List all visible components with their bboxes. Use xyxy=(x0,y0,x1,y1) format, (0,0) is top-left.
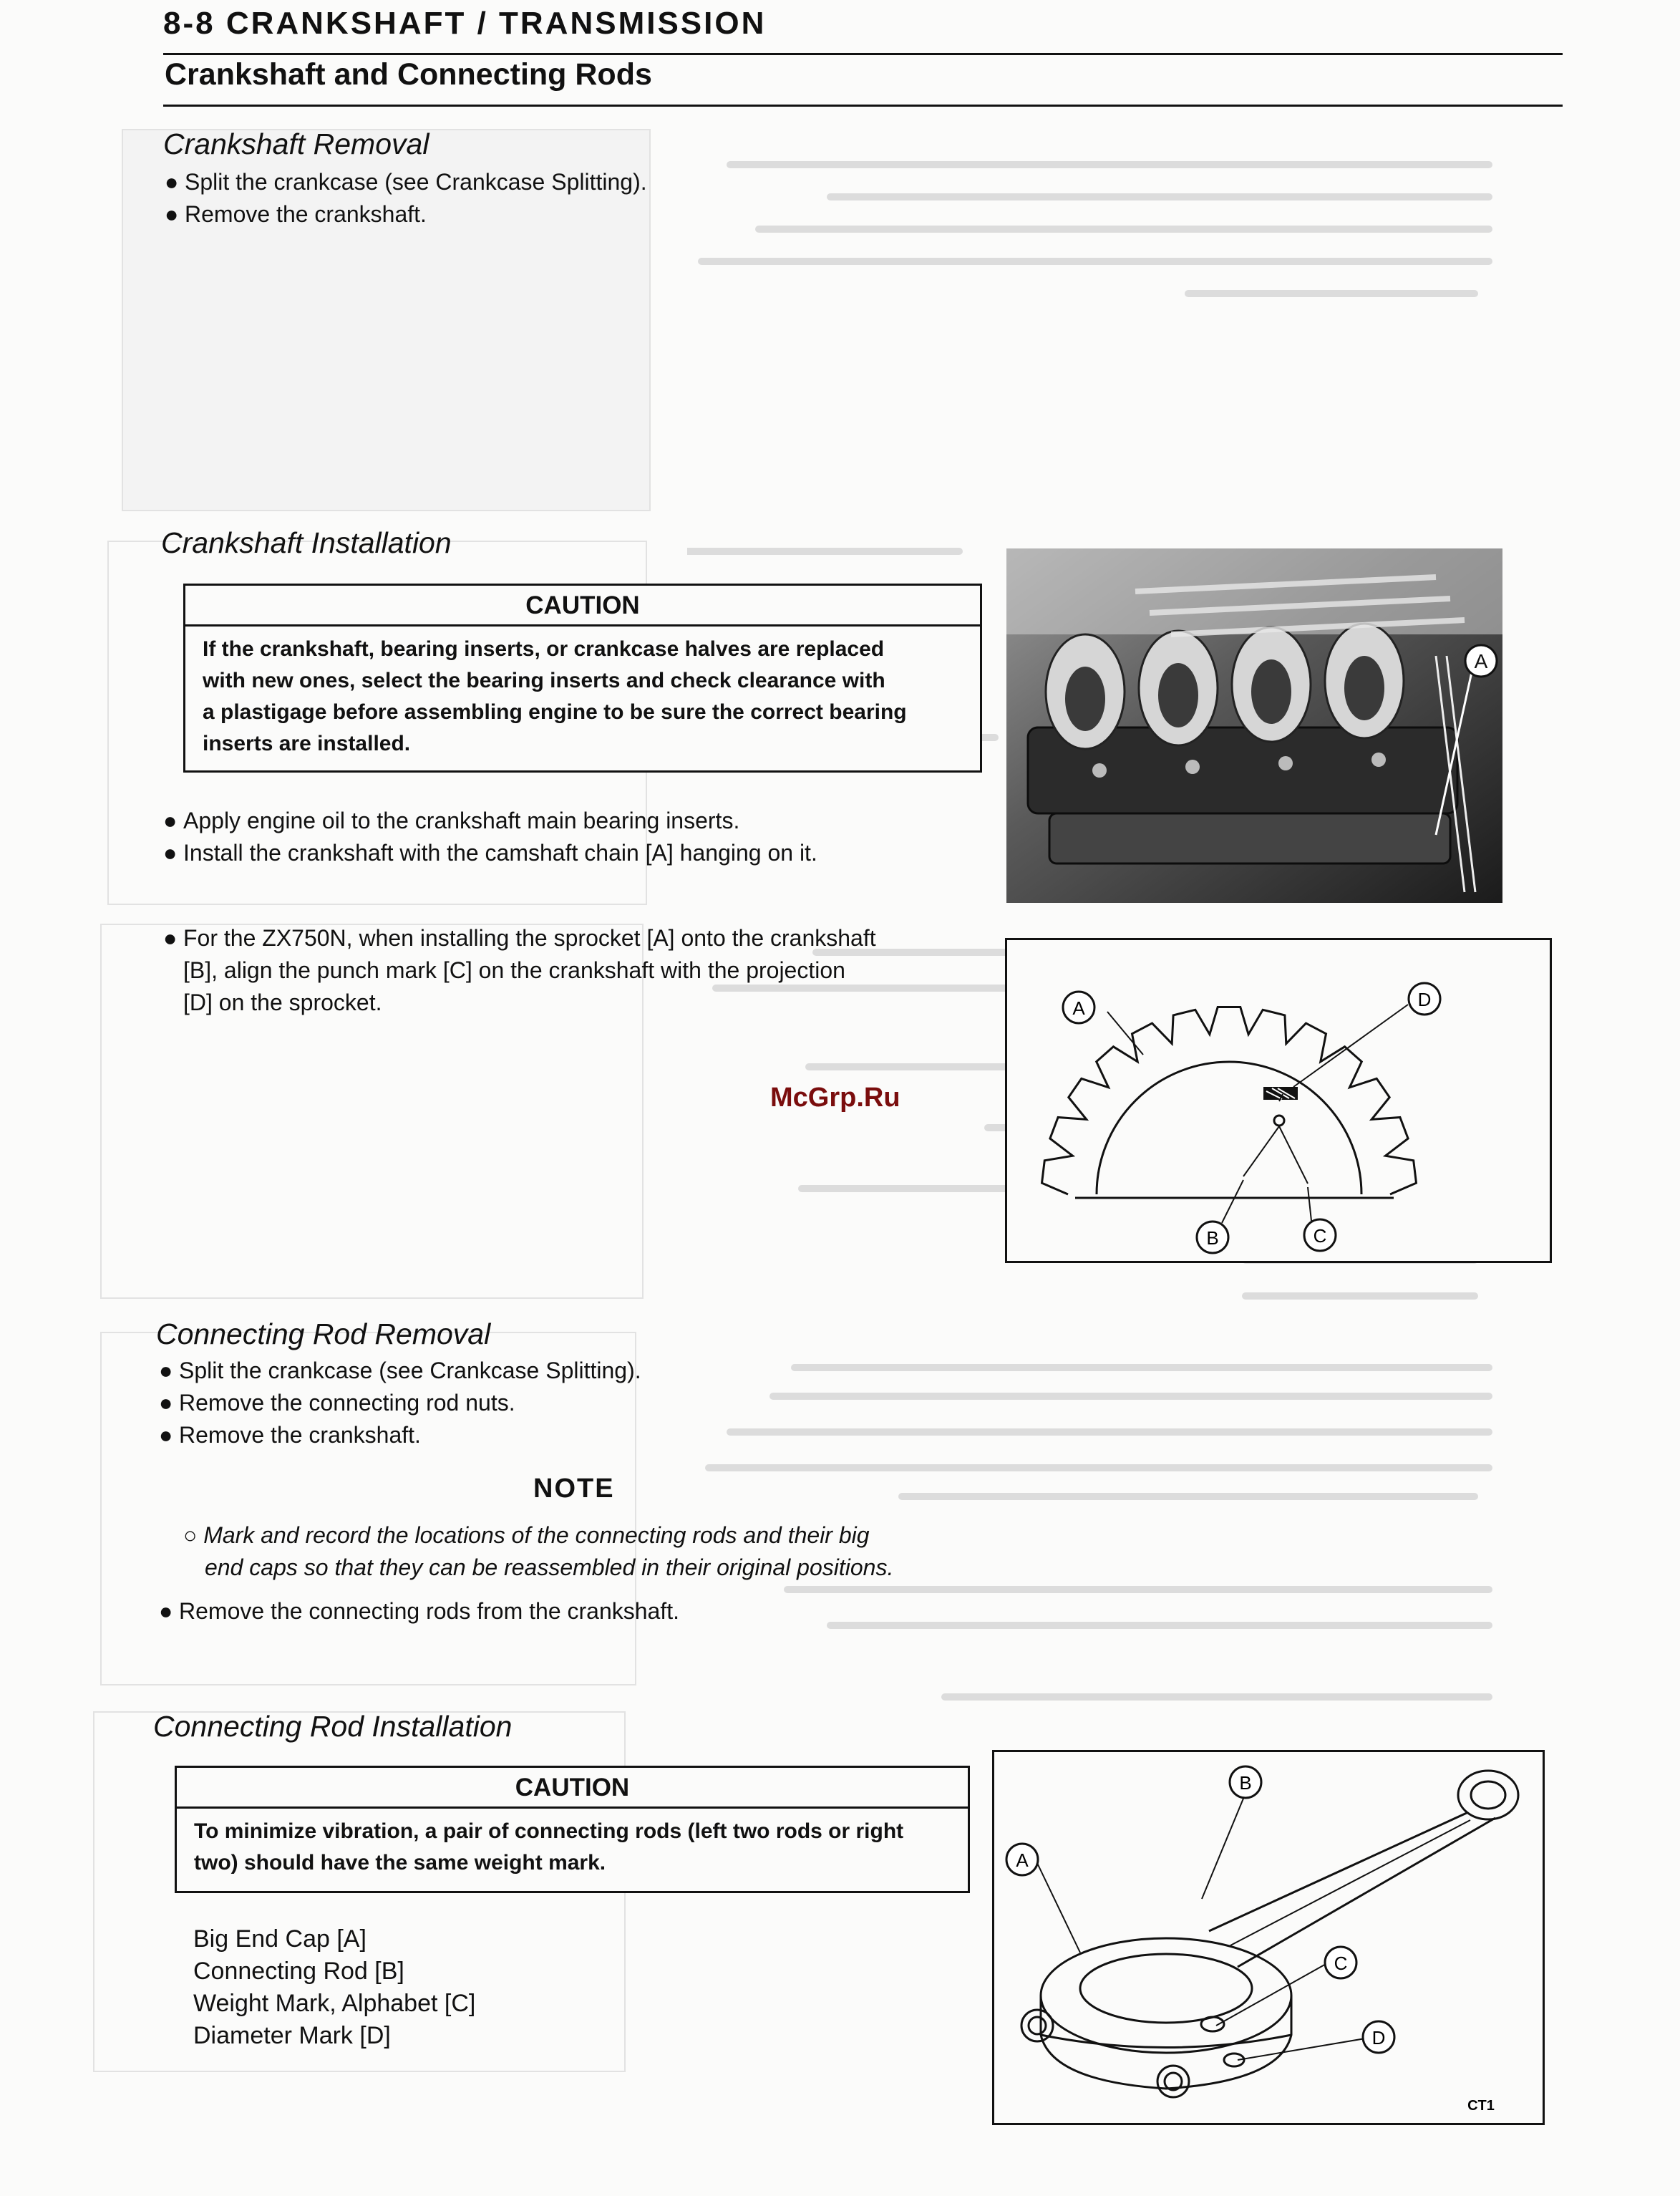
bullet-icon: ● xyxy=(163,808,178,833)
list-item: ● Remove the connecting rod nuts. xyxy=(159,1387,641,1419)
sprocket-label-d: D xyxy=(1417,989,1432,1010)
connecting-rod-removal-heading: Connecting Rod Removal xyxy=(156,1317,491,1350)
connecting-rod-removal-steps xyxy=(159,1355,641,1451)
bullet-icon: ● xyxy=(163,840,178,866)
bullet-icon: ● xyxy=(163,925,178,951)
list-item: ● Apply engine oil to the crankshaft main bearing inserts. xyxy=(163,805,817,837)
header-rule-bottom xyxy=(163,105,1563,107)
list-item: ● Remove the crankshaft. xyxy=(159,1419,641,1451)
crankshaft-photo xyxy=(1006,548,1502,903)
caution-heading: CAUTION xyxy=(515,1774,630,1801)
connecting-rod-installation-heading: Connecting Rod Installation xyxy=(153,1710,513,1743)
connecting-rod-final-step: ● Remove the connecting rods from the crankshaft. xyxy=(159,1595,679,1627)
bullet-icon: ● xyxy=(159,1598,173,1624)
rod-label-a: A xyxy=(1016,1849,1029,1871)
zx750n-instruction: ● For the ZX750N, when installing the sprocket [A] onto the crankshaft [B], align the punch mark [C] on the crankshaft with the projection [D] on the sprocket. xyxy=(163,922,994,1019)
crankshaft-removal-heading: Crankshaft Removal xyxy=(163,127,429,160)
connecting-rod-diagram xyxy=(992,1750,1545,2125)
page-section-header: 8-8 CRANKSHAFT / TRANSMISSION xyxy=(163,6,767,41)
caution-heading: CAUTION xyxy=(525,591,640,619)
watermark-text: McGrp.Ru xyxy=(770,1083,900,1113)
page-subtitle: Crankshaft and Connecting Rods xyxy=(165,57,652,92)
legend-item: Diameter Mark [D] xyxy=(193,2022,391,2049)
list-item: ● Split the crankcase (see Crankcase Splitting). xyxy=(165,166,647,198)
legend-item: Connecting Rod [B] xyxy=(193,1958,404,1985)
caution-text: To minimize vibration, a pair of connecting rods (left two rods or right two) should have the same weight mark. xyxy=(194,1819,904,1875)
list-item: ● Install the crankshaft with the camshaft chain [A] hanging on it. xyxy=(163,837,817,869)
crankshaft-removal-steps xyxy=(165,166,647,231)
rod-label-b: B xyxy=(1239,1772,1252,1794)
caution-box-crankshaft xyxy=(183,584,982,773)
bullet-icon: ● xyxy=(159,1358,173,1383)
rod-label-d: D xyxy=(1371,2027,1386,2049)
legend-item: Big End Cap [A] xyxy=(193,1925,366,1953)
legend-item: Weight Mark, Alphabet [C] xyxy=(193,1990,476,2017)
caution-text: If the crankshaft, bearing inserts, or crankcase halves are replaced with new ones, select the bearing inserts and check clearance with a plastigage before assembling engine to be sure the correct bearing inserts are installed. xyxy=(203,637,907,755)
punch-mark xyxy=(1274,1116,1284,1126)
crankshaft-installation-steps xyxy=(163,805,817,869)
header-rule-top xyxy=(163,53,1563,55)
list-item: ● Split the crankcase (see Crankcase Splitting). xyxy=(159,1355,641,1387)
note-circle-icon: ○ xyxy=(183,1522,198,1548)
bullet-icon: ● xyxy=(165,201,179,227)
bullet-icon: ● xyxy=(159,1390,173,1416)
bullet-icon: ● xyxy=(165,169,179,195)
crankshaft-installation-heading: Crankshaft Installation xyxy=(161,526,452,559)
sprocket-label-b: B xyxy=(1206,1227,1219,1249)
figure-code: CT1 xyxy=(1467,2098,1495,2114)
rod-label-c: C xyxy=(1334,1953,1348,1974)
bullet-icon: ● xyxy=(159,1422,173,1448)
note-heading: NOTE xyxy=(533,1474,615,1504)
photo-label-a: A xyxy=(1474,650,1488,672)
sprocket-label-a: A xyxy=(1072,997,1085,1019)
sprocket-alignment-diagram xyxy=(1005,938,1552,1263)
connecting-rod-legend xyxy=(193,1923,475,2052)
sprocket-label-c: C xyxy=(1313,1225,1327,1247)
note-text: ○ Mark and record the locations of the connecting rods and their big end caps so that they can be reassembled in their original positions. xyxy=(183,1522,894,1580)
caution-box-connecting-rod xyxy=(175,1766,970,1893)
list-item: ● Remove the crankshaft. xyxy=(165,198,647,231)
